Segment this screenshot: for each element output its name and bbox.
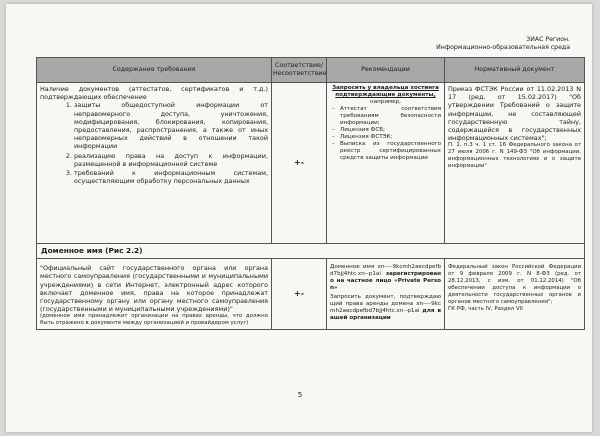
column-header-compliance: Соответствие/ Несоответствие (272, 58, 327, 83)
requirement-list (40, 101, 268, 185)
recommendation-para (330, 294, 441, 322)
recommendation-cell (327, 83, 445, 244)
normative-main: Приказ ФСТЭК России от 11.02.2013 N 17 (ред. от 15.02.2017) "Об утверждении Требований о защите информации, не составляющей государственную тайну, содержащейся в государственных информационных системах"; (448, 85, 581, 143)
domain-text: Доменное имя xn----9kcmh2aecdpefbd7bjj4htc.xn--p1ai (330, 264, 441, 278)
page-number: 5 (297, 391, 303, 399)
requirement-note: (доменное имя принадлежит организации на правах аренды, что должно быть отражено в документе между организацией и провайдером услуг) (40, 313, 268, 327)
column-header-normative: Нормативный документ (445, 58, 585, 83)
list-item: 1. защиты общедоступной информации от неправомерного доступа, уничтожения, модифицирования, блокирования, копирования, предоставления, распространения, а также от иных неправомерных действий в отношении такой информации (74, 101, 268, 150)
requirements-table (36, 57, 585, 330)
list-item: – Выписка из государственного реестр сертифицированных средств защиты информации (340, 141, 441, 162)
list-item: 3. требований к информационным системам, осуществляющим обработку персональных данных (74, 169, 268, 185)
list-item: – Лицензия ФСБ; (340, 127, 441, 134)
compliance-cell: +- (272, 83, 327, 244)
normative-extra: ГК РФ, часть IV, Раздел VII (448, 306, 523, 313)
header-org: ЗИАС Регион. (526, 36, 570, 43)
request-text: Запросить документ, подтверждающий права аренды домена xn----9kcmh2aecdpefbd7bjj4htc.xn--p1ai (330, 294, 441, 315)
column-header-requirement: Содержание требования (37, 58, 272, 83)
list-item: 2. реализацию права на доступ к информации, размещенной в информационной системе (74, 152, 268, 168)
table-header-row (37, 58, 585, 83)
running-header (436, 36, 570, 52)
normative-cell (445, 83, 585, 244)
section-title: Доменное имя (Рис 2.2) (37, 244, 585, 259)
recommendation-para (330, 264, 441, 292)
registration-text: зарегистрировано на частное лицо «Private Person» (330, 271, 441, 292)
compliance-cell: +- (272, 259, 327, 330)
requirement-intro: Наличие документов (аттестатов, сертификатов и т.д.) подтверждающих обеспечение (40, 85, 268, 102)
recommendation-cell (327, 259, 445, 330)
list-item: – Лицензия ФСТЭК; (340, 134, 441, 141)
table-row (37, 83, 585, 244)
requirement-cell (37, 259, 272, 330)
list-item: – Аттестат соответствия требованиям безопасности информации; (340, 106, 441, 127)
recommendation-list (330, 106, 441, 162)
requirement-quote: "Официальный сайт государственного органа или органа местного самоуправления (государственными и муниципальными учреждениями) в сети Интернет, электронный адрес которого включает доменное имя, права на которое принадлежат государственному органу или органу местного самоуправления (государственными и муниципальными учреждениями)" (40, 264, 268, 314)
recommendation-lead: Запросить у владельца хостинга подтверждающие документы, (332, 85, 439, 98)
normative-cell (445, 259, 585, 330)
normative-main: Федеральный закон Российской Федерации от 9 февраля 2009 г. N 8-ФЗ (ред. от 28.12.2013, с изм. от 01.12.2014) "Об обеспечении доступа к информации о деятельности государственных органов и органов местного самоуправления"; (448, 264, 581, 306)
column-header-recommendation: Рекомендации (327, 58, 445, 83)
normative-extra: П. 1, п.3 ч. 1 ст. 16 Федерального закона от 27 июля 2006 г. N 149-ФЗ "Об информации, информационных технологиях и о защите информации" (448, 142, 581, 170)
header-subtitle: Информационно-образовательная среда (436, 44, 570, 51)
requirement-cell (37, 83, 272, 244)
recommendation-example: например, (370, 99, 401, 105)
organization-text: для вашей организации (330, 308, 441, 322)
section-row (37, 244, 585, 259)
table-row (37, 259, 585, 330)
